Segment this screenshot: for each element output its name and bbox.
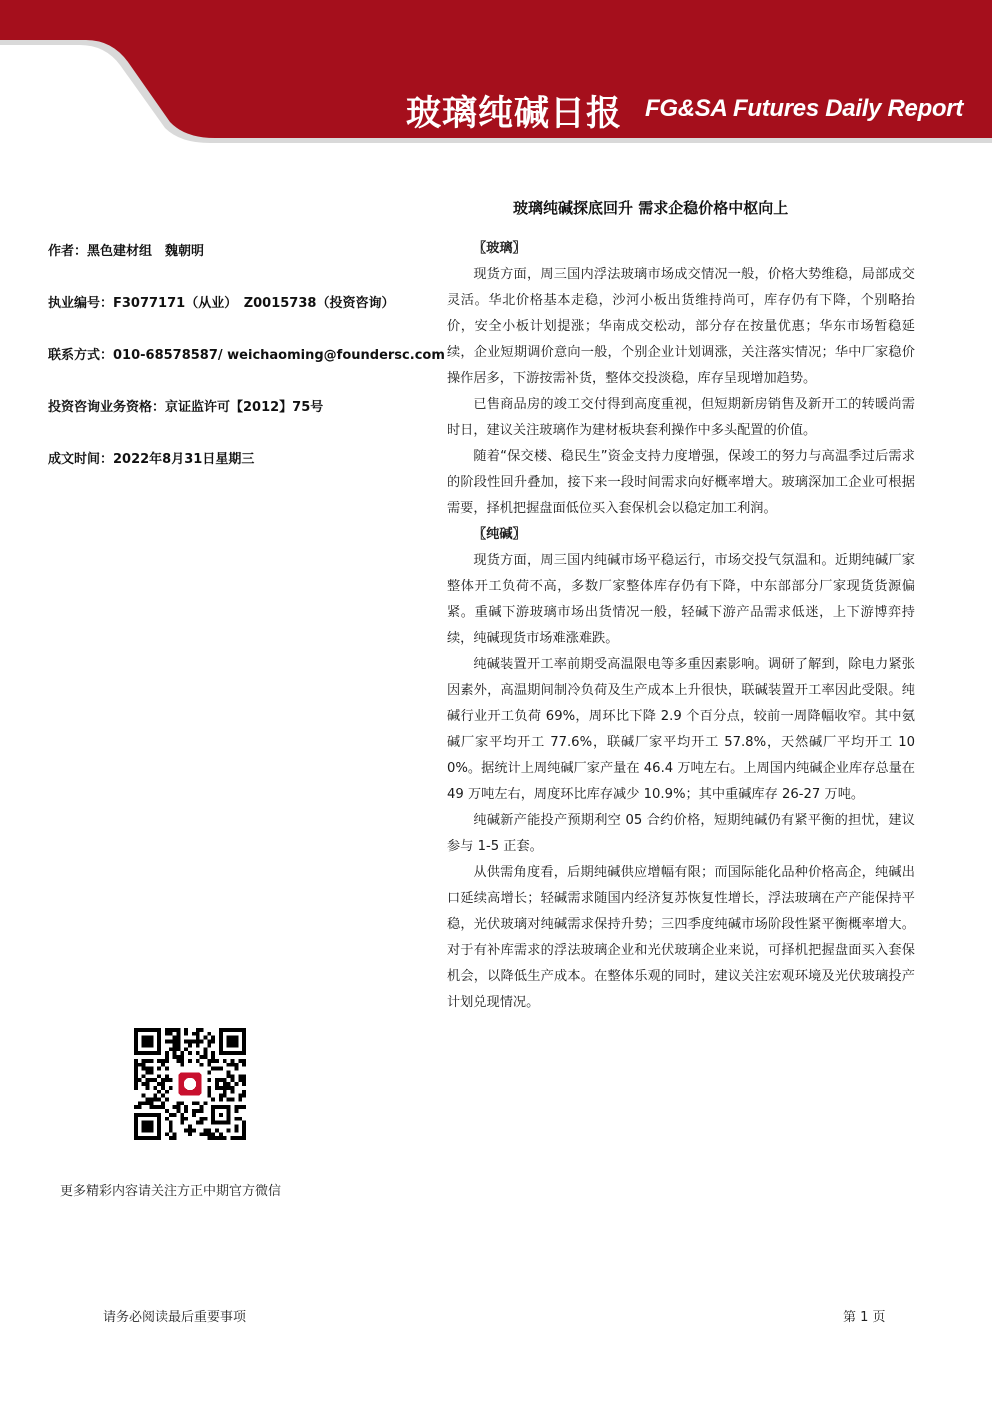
header-band — [0, 0, 992, 143]
header-title-en: FG&SA Futures Daily Report — [645, 95, 964, 122]
author-info — [48, 242, 445, 502]
soda-paragraph: 纯碱装置开工率前期受高温限电等多重因素影响。调研了解到，除电力紧张因素外，高温期间制冷负荷及生产成本上升很快，联碱装置开工率因此受限。纯碱行业开工负荷 69%，周环比下降 2.9 个百分点，较前一周降幅收窄。其中氨碱厂家平均开工 77.6%，联碱厂家平均开工 57.8%，天然碱厂平均开工 100%。据统计上周纯碱厂家产量在 46.4 万吨左右。上周国内纯碱企业库存总量在 49 万吨左右，周度环比库存减少 10.9%；其中重碱库存 26-27 万吨。 — [447, 657, 915, 802]
soda-paragraph: 从供需角度看，后期纯碱供应增幅有限；而国际能化品种价格高企，纯碱出口延续高增长；轻碱需求随国内经济复苏恢复性增长，浮法玻璃在产产能保持平稳，光伏玻璃对纯碱需求保持升势；三四季度纯碱市场阶段性紧平衡概率增大。对于有补库需求的浮法玻璃企业和光伏玻璃企业来说，可择机把握盘面买入套保机会，以降低生产成本。在整体乐观的同时，建议关注宏观环境及光伏玻璃投产计划兑现情况。 — [447, 865, 915, 1010]
meta-qualification: 投资咨询业务资格：京证监许可【2012】75号 — [48, 400, 324, 415]
meta-license-no: 执业编号：F3077171（从业） Z0015738（投资咨询） — [48, 296, 395, 311]
header-title-cn: 玻璃纯碱日报 — [406, 94, 623, 134]
soda-paragraph: 纯碱新产能投产预期利空 05 合约价格，短期纯碱仍有紧平衡的担忧，建议参与 1-5 正套。 — [447, 813, 915, 854]
footer-notice: 请务必阅读最后重要事项 — [103, 1310, 247, 1325]
section-heading-glass: 〖玻璃〗 — [473, 241, 526, 256]
glass-paragraph: 随着“保交楼、稳民生”资金支持力度增强，保竣工的努力与高温季过后需求的阶段性回升叠加，接下来一段时间需求向好概率增大。玻璃深加工企业可根据需要，择机把握盘面低位买入套保机会以稳定加工利润。 — [447, 449, 915, 516]
qr-code — [134, 1028, 246, 1140]
report-title: 玻璃纯碱探底回升 需求企稳价格中枢向上 — [513, 199, 789, 217]
report-body — [447, 236, 915, 1016]
meta-contact: 联系方式：010-68578587/ weichaoming@foundersc.com — [48, 348, 445, 363]
glass-paragraph: 现货方面，周三国内浮法玻璃市场成交情况一般，价格大势维稳，局部成交灵活。华北价格基本走稳，沙河小板出货维持尚可，库存仍有下降，个别略抬价，安全小板计划提涨；华南成交松动，部分存在按量优惠；华东市场暂稳延续，企业短期调价意向一般，个别企业计划调涨，关注落实情况；华中厂家稳价操作居多，下游按需补货，整体交投淡稳，库存呈现增加趋势。 — [447, 267, 915, 386]
section-heading-soda: 〖纯碱〗 — [473, 527, 526, 542]
meta-date: 成文时间：2022年8月31日星期三 — [48, 452, 255, 467]
soda-paragraph: 现货方面，周三国内纯碱市场平稳运行，市场交投气氛温和。近期纯碱厂家整体开工负荷不高，多数厂家整体库存仍有下降，中东部部分厂家现货货源偏紧。重碱下游玻璃市场出货情况一般，轻碱下游产品需求低迷，上下游博弈持续，纯碱现货市场难涨难跌。 — [447, 553, 915, 646]
page-number: 第 1 页 — [843, 1310, 886, 1325]
meta-author: 作者：黑色建材组 魏朝明 — [48, 244, 205, 259]
glass-paragraph: 已售商品房的竣工交付得到高度重视，但短期新房销售及新开工的转暖尚需时日，建议关注玻璃作为建材板块套利操作中多头配置的价值。 — [447, 397, 915, 438]
qr-caption: 更多精彩内容请关注方正中期官方微信 — [60, 1184, 282, 1199]
